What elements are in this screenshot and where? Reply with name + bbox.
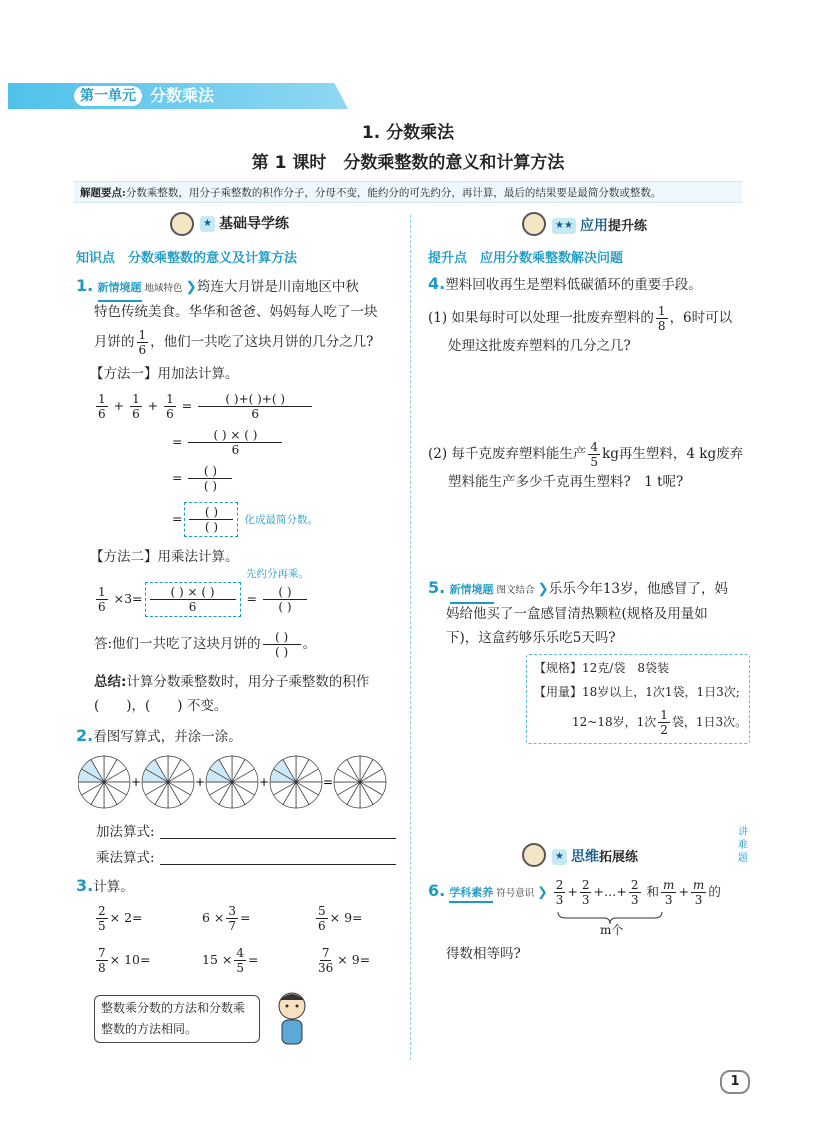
q4-p2b: kg再生塑料，4 kg废弃: [602, 446, 744, 462]
fraction: [130, 392, 142, 421]
q4-part2: [428, 440, 743, 469]
fraction-denominator: 6: [98, 600, 106, 614]
fraction-numerator: 3: [228, 904, 237, 918]
fraction: [96, 585, 108, 614]
fraction-numerator: m: [692, 878, 705, 892]
q1-tag: 新情境题: [98, 276, 142, 302]
section-apply-title2: 提升练: [607, 219, 647, 234]
blank-numerator[interactable]: ( ): [189, 505, 233, 520]
q4-number: 4.: [428, 274, 446, 293]
q1-summary: [94, 670, 369, 694]
fraction-denominator: 3: [630, 893, 639, 907]
q1-number: 1.: [76, 276, 94, 295]
blank-denominator[interactable]: ( ): [274, 645, 289, 659]
calc-suffix: =: [240, 910, 251, 925]
page-number: 1: [720, 1070, 750, 1094]
mul-formula-label: 乘法算式:: [96, 850, 155, 866]
section-extend-title2: 拓展练: [598, 850, 638, 865]
fraction-denominator: 5: [590, 455, 599, 469]
fraction-numerator: 1: [132, 392, 140, 406]
fraction-numerator: 1: [98, 392, 106, 406]
q1-line1: 筠连大月饼是川南地区中秋: [196, 279, 359, 295]
calc-item: [94, 946, 150, 975]
and-text: 和: [646, 884, 660, 899]
fraction-denominator: 8: [98, 961, 106, 975]
fraction-numerator: 2: [630, 878, 639, 892]
fraction: [316, 904, 328, 933]
fraction-denominator: 6: [132, 407, 140, 421]
fraction: [658, 708, 670, 737]
q6-tag2: 符号意识: [496, 888, 535, 899]
calc-item: [202, 904, 251, 933]
q3-number: 3.: [76, 876, 94, 895]
ellipsis: +…+: [593, 884, 627, 899]
fraction-numerator: 2: [555, 878, 564, 892]
fraction-denominator: 36: [318, 961, 334, 975]
key-points: [74, 181, 742, 203]
fraction-denominator: 6: [166, 407, 174, 421]
spec-line2: 【用量】18岁以上，1次1袋，1日3次;: [534, 685, 740, 699]
question-3: [76, 874, 134, 899]
summary-line1: 计算分数乘整数时，用分子乘整数的积作: [126, 674, 370, 690]
unit-tag: 第一单元: [74, 86, 142, 106]
q4-text: 塑料回收再生是塑料低碳循环的重要手段。: [445, 277, 702, 293]
fraction: [188, 428, 282, 457]
method-2-label: 【方法二】用乘法计算。: [90, 549, 239, 565]
q4-p2a: (2) 每千克废弃塑料能生产: [428, 446, 587, 462]
fraction-denominator: 2: [660, 723, 668, 737]
of-text: 的: [708, 884, 721, 899]
reading-boy-icon: [522, 843, 546, 867]
q6-number: 6.: [428, 881, 446, 900]
fraction-numerator: 7: [321, 946, 330, 960]
q1-line2: 特色传统美食。华华和爸爸、妈妈每人吃了一块: [94, 304, 378, 320]
q4-p2c: 塑料能生产多少千克再生塑料? 1 t呢?: [448, 474, 684, 490]
tip-bubble: 整数乘分数的方法和分数乘整数的方法相同。: [94, 995, 260, 1043]
method-1-step2: [172, 428, 284, 457]
fraction: [580, 878, 592, 907]
q1-tag2: 地域特色: [144, 283, 183, 294]
blank-denominator[interactable]: ( ): [204, 520, 219, 534]
q5-number: 5.: [428, 578, 446, 597]
fraction-denominator: 8: [657, 319, 666, 333]
fraction-numerator: 2: [581, 878, 590, 892]
fraction-numerator: 1: [138, 328, 147, 342]
column-divider: [410, 215, 411, 1060]
q2-number: 2.: [76, 726, 94, 745]
fraction: [656, 304, 668, 333]
spec-line3: [572, 708, 747, 737]
equals-sign: =: [181, 398, 193, 413]
fraction: [661, 878, 676, 907]
fraction-denominator: 6: [98, 407, 106, 421]
calc-suffix: × 9=: [337, 952, 371, 967]
knowledge-point: 知识点 分数乘整数的意义及计算方法: [76, 251, 298, 266]
calc-prefix: 6 ×: [202, 910, 225, 925]
calc-suffix: × 10=: [109, 952, 151, 967]
blank-numerator[interactable]: ( ): [263, 585, 307, 600]
fraction-denominator: 3: [555, 893, 564, 907]
fraction-numerator: 4: [590, 440, 599, 454]
calc-item: [314, 946, 370, 975]
hint-reduce-first: 先约分再乘。: [246, 568, 309, 580]
question-2: [76, 724, 242, 749]
blank-sum: ( )+( )+( ): [198, 392, 312, 407]
method-1-label: 【方法一】用加法计算。: [90, 366, 239, 382]
fraction-denominator: 6: [138, 343, 147, 357]
key-points-text: 分数乘整数，用分子乘整数的积作分子，分母不变，能约分的可先约分，再计算，最后的结果要是最简分数或整数。: [125, 187, 662, 199]
calc-item: [202, 946, 258, 975]
q1-line3: [94, 328, 373, 357]
summary-label: 总结:: [94, 674, 127, 690]
boy-avatar-icon: [170, 212, 194, 236]
blank-denominator[interactable]: ( ): [203, 479, 218, 493]
hint-simplify: 化成最简分数。: [244, 514, 318, 526]
section-extend-title1: 思维: [570, 849, 599, 865]
q1-line3b: ，他们一共吃了这块月饼的几分之几?: [150, 334, 374, 350]
fraction-numerator: 2: [98, 904, 106, 918]
calc-prefix: 15 ×: [202, 952, 233, 967]
star-icon: ★★: [552, 218, 576, 234]
fraction: [629, 878, 641, 907]
fraction: [96, 946, 108, 975]
simplest-fraction-box: [184, 502, 238, 537]
blank-denominator[interactable]: ( ): [278, 600, 292, 614]
method-1-expression: $\frac{1}{6}$ + $\frac{1}{6}$ + $\frac{1}{6}$ = $\frac{( )+( )+( )}{6}$: [94, 392, 314, 421]
section-apply-header: [552, 214, 647, 238]
fraction: [188, 464, 232, 493]
fraction: [691, 878, 706, 907]
calc-item: [314, 904, 363, 933]
fraction-numerator: 5: [318, 904, 326, 918]
spec-3b: 袋，1日3次。: [671, 715, 748, 729]
q1-line3a: 月饼的: [94, 334, 135, 350]
fraction: [263, 630, 301, 659]
blank-product: ( ) × ( ): [188, 428, 282, 443]
calc-suffix: =: [248, 952, 259, 967]
q3-text: 计算。: [93, 879, 134, 895]
q4-part1: [428, 304, 732, 333]
blank-product[interactable]: ( ) × ( ): [150, 585, 236, 600]
times-three: ×3=: [113, 591, 143, 606]
fraction-denominator: 6: [188, 600, 197, 614]
fraction: [588, 440, 600, 469]
fraction-numerator: m: [663, 878, 675, 892]
boy-illustration-icon: [272, 990, 312, 1046]
question-4: [428, 272, 702, 297]
summary-line2: ( )，( ) 不变。: [94, 698, 228, 714]
lesson-title: 1. 分数乘法: [361, 123, 455, 143]
fraction-numerator: 4: [236, 946, 244, 960]
q5-line2: 妈给他买了一盒感冒清热颗粒(规格及用量如: [446, 606, 708, 622]
equals-sign: =: [322, 775, 334, 789]
answer-text: 答:他们一共吃了这块月饼的: [94, 636, 261, 652]
plus-sign: +: [567, 884, 578, 899]
fraction-denominator: 3: [694, 893, 703, 907]
plus-sign: +: [194, 775, 206, 789]
q5-line3: 下)，这盒药够乐乐吃5天吗?: [446, 630, 616, 646]
question-1: 1. 新情境题 地域特色 ❯筠连大月饼是川南地区中秋: [76, 274, 401, 302]
fraction: [263, 585, 307, 614]
calc-item: [94, 904, 143, 933]
equals-sign: =: [172, 434, 183, 449]
unit-name: 分数乘法: [150, 86, 215, 105]
circle-diagram: [78, 752, 398, 812]
fraction-numerator: 1: [98, 585, 106, 599]
fraction-denominator: 5: [98, 919, 106, 933]
q2-text: 看图写算式，并涂一涂。: [93, 729, 242, 745]
fraction: [96, 392, 108, 421]
q4-p1c: 处理这批废弃塑料的几分之几?: [448, 338, 631, 354]
lift-point: 提升点 应用分数乘整数解决问题: [428, 251, 624, 266]
fraction-numerator: 1: [657, 304, 666, 318]
fraction: [137, 328, 149, 357]
q1-answer: 答:他们一共吃了这块月饼的 $\frac{( )}{( )}$ 。: [94, 630, 317, 659]
blank-numerator[interactable]: ( ): [188, 464, 232, 479]
plus-sign: +: [130, 775, 142, 789]
method-2-expression: [94, 582, 309, 617]
fraction: [164, 392, 176, 421]
q5-tag2: 图文结合: [496, 585, 535, 596]
reduce-box: [145, 582, 241, 617]
q6-line2: 得数相等吗?: [446, 946, 521, 962]
blank-numerator[interactable]: ( ): [263, 630, 301, 645]
q5-tag: 新情境题: [450, 578, 494, 604]
fraction-numerator: 1: [166, 392, 174, 406]
equals-sign: =: [246, 591, 257, 606]
q4-p1a: (1) 如果每时可以处理一批废弃塑料的: [428, 310, 654, 326]
question-5: 5. 新情境题 图文结合 ❯乐乐今年13岁，他感冒了，妈: [428, 576, 748, 604]
girl-avatar-icon: [522, 212, 546, 236]
mul-formula-line[interactable]: [160, 864, 396, 865]
plus-sign: +: [258, 775, 270, 789]
fraction: [96, 904, 108, 933]
method-1-step3: [172, 464, 234, 493]
q5-line1: 乐乐今年13岁，他感冒了，妈: [548, 581, 729, 597]
fraction: [316, 946, 335, 975]
calc-suffix: × 2=: [109, 910, 143, 925]
fraction-numerator: 7: [98, 946, 106, 960]
q6-tag: 学科素养: [449, 885, 493, 903]
add-formula-line[interactable]: [160, 838, 396, 839]
section-basic-title: 基础导学练: [218, 216, 289, 232]
fraction: [234, 946, 246, 975]
fraction: [226, 904, 238, 933]
equals-sign: =: [172, 511, 183, 526]
explain-hard-label[interactable]: 讲难题: [738, 827, 748, 864]
fraction-numerator: 1: [660, 708, 668, 722]
section-extend-header: [552, 845, 638, 869]
plus-sign: +: [678, 884, 689, 899]
spec-3a: 12~18岁，1次: [572, 715, 657, 729]
fraction: [554, 878, 566, 907]
lesson-subtitle: 第 1 课时 分数乘整数的意义和计算方法: [251, 153, 565, 173]
star-icon: ★: [552, 849, 567, 865]
calc-suffix: × 9=: [329, 910, 363, 925]
equals-sign: =: [172, 470, 183, 485]
fraction-denominator: 6: [251, 407, 260, 421]
m-count: m个: [600, 923, 624, 937]
add-formula-label: 加法算式:: [96, 824, 155, 840]
key-points-label: 解题要点:: [80, 187, 126, 199]
q4-p1b: ，6时可以: [669, 310, 733, 326]
fraction-denominator: 5: [236, 961, 244, 975]
section-basic-header: [200, 212, 289, 236]
fraction-denominator: 6: [231, 443, 240, 457]
fraction-denominator: 7: [228, 919, 237, 933]
star-icon: ★: [200, 216, 215, 232]
fraction-denominator: 6: [318, 919, 326, 933]
fraction-denominator: 3: [581, 893, 590, 907]
calc-grid: [94, 904, 404, 984]
question-6: 6. 学科素养 符号意识 ❯ $\frac{2}{3}$ + $\frac{2}{3}$ +…+ $\frac{2}{3}$ 和 $\frac{m}{3}$ + $\frac{m}{3}$ 的: [428, 878, 721, 907]
section-apply-title1: 应用: [579, 218, 608, 234]
fraction-denominator: 3: [664, 893, 673, 907]
method-1-step4: [172, 502, 318, 537]
spec-line1: 【规格】12克/袋 8袋装: [534, 661, 669, 675]
fraction: [198, 392, 312, 421]
